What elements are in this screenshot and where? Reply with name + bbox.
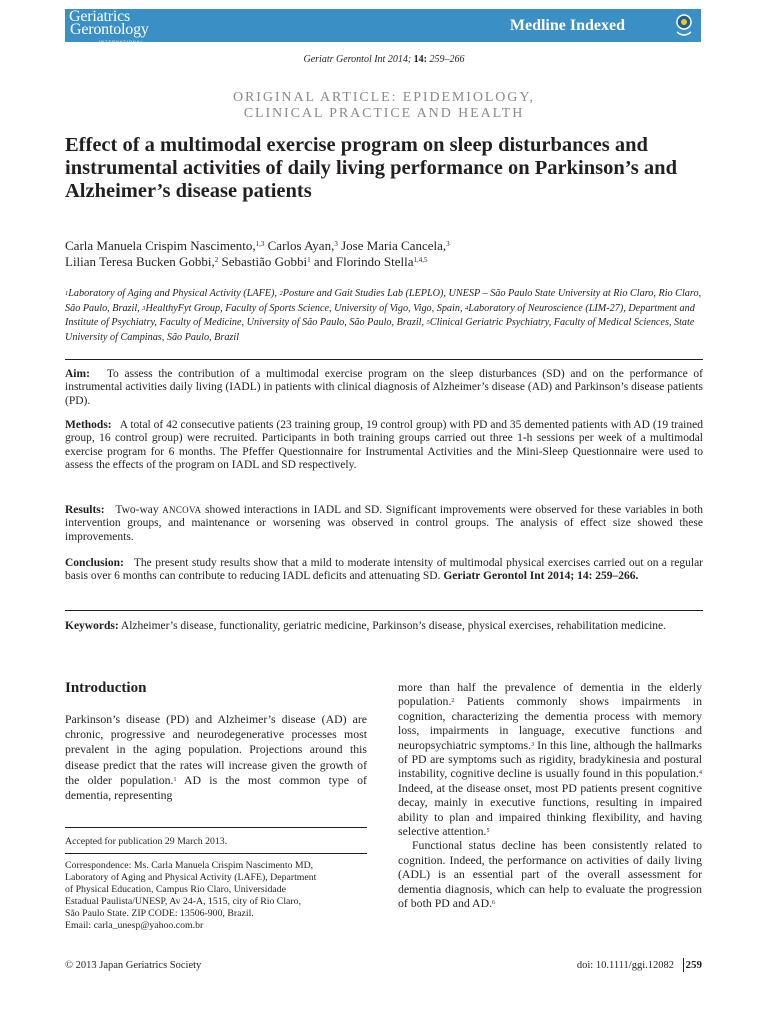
section-label-line1: ORIGINAL ARTICLE: EPIDEMIOLOGY, [233,90,535,105]
journal-logo [69,8,189,44]
author: Sebastião Gobbi [218,254,308,269]
reference-marker: 6 [492,900,496,907]
reference-marker: 5 [486,828,490,835]
author-affiliation-ref: 3 [446,240,450,248]
author: Lilian Teresa Bucken Gobbi, [65,254,215,269]
affiliations: $^1$Laboratory of Aging and Physical Activity (LAFE), $^2$Posture and Gait Studies Lab (LEPLO), UNESP – São Paulo State University at Rio Claro, Rio Claro, São Paulo, Brazil, $^3$HealthyFyt Group, Faculty of Sports Science, University of Vigo, Vigo, Spain, $^4$Laboratory of Neuroscience (LIM-27), Department and Institute of Psychiatry, Faculty of Medicine, University of São Paulo, São Paulo, Brazil, $^5$Clinical Geriatric Psychiatry, Faculty of Medical Sciences, State University of Campinas, São Paulo, Brazil [65,288,702,343]
abstract-aim: Aim: To assess the contribution of a multimodal exercise program on the sleep disturbances (SD) and on the performance of instrumental activities daily living (IADL) in patients with clinical diagnosis of Alzheimer’s disease (AD) and Parkinson’s disease patients (PD). [65,368,703,407]
author: Carla Manuela Crispim Nascimento, [65,238,256,253]
medline-logo-icon [673,12,695,38]
page-number: 259 [685,959,702,971]
reference-marker: 4 [699,770,702,777]
reference-marker: 2 [451,698,455,705]
abstract-methods: Methods: A total of 42 consecutive patients (23 training group, 19 control group) with PD and 35 demented patients with AD (19 trained group, 16 control group) were recruited. Participants in both training groups carried out three 1-h sessions per week of a multimodal exercise program for 6 months. The Pfeffer Questionnaire for Instrumental Activities and the Mini-Sleep Questionnaire were used to assess the effects of the program on IADL and SD respectively. [65,419,703,472]
doi[interactable]: doi: 10.1111/ggi.12082 [576,960,674,971]
footnote-rule-2 [65,853,367,854]
article-title: Effect of a multimodal exercise program on sleep disturbances and instrumental activities of daily living performance on Parkinson’s and Alzheimer’s disease patients [65,134,677,202]
affiliation: Posture and Gait Studies Lab (LEPLO), UNESP – São Paulo State University at Rio Claro, Rio Claro, São Paulo, Brazil, [65,288,702,314]
introduction-paragraph-1: Parkinson’s disease (PD) and Alzheimer’s disease (AD) are chronic, progressive and neurodegenerative processes most prevalent in the aging population. Projections around this disease predict that the rates will increase given the growth of the older population.$^1$ AD is the most common type of dementia, representing [65,712,367,803]
journal-name-line1: Geriatrics [69,8,131,25]
author-list [65,238,705,270]
introduction-heading: Introduction [65,680,147,696]
author-affiliation-ref: 1 [307,256,311,264]
correspondence: Correspondence: Ms. Carla Manuela Crispim Nascimento MD, Laboratory of Aging and Physical Activity (LAFE), Department of Physical Education, Campus Rio Claro, Universidade Estadual Paulista/UNESP, Av 24-A, 1515, city of Rio Claro, São Paulo State. ZIP CODE: 13506-900, Brazil. Email: carla_unesp@yahoo.com.br [65,860,367,933]
author-affiliation-ref: 1,3 [255,240,265,248]
journal-name-line2: Gerontology [70,21,149,38]
footnote-rule [65,827,367,828]
abstract-bottom-rule [65,610,703,611]
medline-indexed-label: Medline Indexed [509,17,625,34]
author: Jose Maria Cancela, [337,238,447,253]
journal-citation: Geriatr Gerontol Int 2014; 14: 259–266 [303,54,465,65]
reference-marker: 3 [531,741,535,748]
introduction-paragraph-2: Functional status decline has been consistently related to cognition. Indeed, the performance on activities of daily living (ADL) is an essential part of the overall assessment for dementia diagnosis, which can help to evaluate the progression of both PD and AD.$^6$ [398,838,702,911]
affiliation: Clinical Geriatric Psychiatry, Faculty of Medical Sciences, State University of Campinas, São Paulo, Brazil [65,317,695,343]
keywords: Keywords: Alzheimer’s disease, functionality, geriatric medicine, Parkinson’s disease, physical exercises, rehabilitation medicine. [65,620,667,632]
abstract-top-rule [65,359,703,360]
correspondence-email[interactable]: Email: carla_unesp@yahoo.com.br [65,920,204,932]
author: Carlos Ayan, [264,238,335,253]
reference-marker: 1 [173,776,177,783]
copyright: © 2013 Japan Geriatrics Society [65,960,202,971]
right-column [398,680,702,911]
accepted-date: Accepted for publication 29 March 2013. [65,836,228,847]
abstract-citation: Geriatr Gerontol Int 2014; 14: 259–266. [443,570,639,583]
footer-separator [683,958,684,972]
journal-banner [65,9,701,42]
section-label-line2: CLINICAL PRACTICE AND HEALTH [243,106,525,121]
author-affiliation-ref: 3 [334,240,338,248]
abstract-results: Results: Two-way ANCOVA showed interactions in IADL and SD. Significant improvements were observed for these variables in both intervention groups, and maintenance or worsening was observed in control groups. The analysis of effect size showed these improvements. [65,504,703,543]
affiliation: HealthyFyt Group, Faculty of Sports Science, University of Vigo, Vigo, Spain, [145,302,466,314]
affiliation: Laboratory of Neuroscience (LIM-27), Department and Institute of Psychiatry, Faculty of Medicine, University of São Paulo, São Paulo, Brazil, [65,302,695,328]
introduction-paragraph-1-continued: more than half the prevalence of dementia in the elderly population.$^2$ Patients commonly shows impairments in cognition, characterizing the dementia process with memory loss, impairments in language, executive functions and neuropsychiatric symptoms.$^3$ In this line, although the hallmarks of PD are symptoms such as rigidity, bradykinesia and postural instability, cognitive decline is usually found in this population.$^4$ Indeed, at the disease onset, most PD patients present cognitive decay, mainly in executive functions, resulting in impaired ability to plan and impaired thinking flexibility, and having selective attention.$^5$ [398,680,702,839]
abstract-conclusion: Conclusion: The present study results show that a mild to moderate intensity of multimodal physical exercises carried out on a regular basis over 6 months can contribute to reducing IADL deficits and attenuating SD. Geriatr Gerontol Int 2014; 14: 259–266. [65,557,704,583]
author-affiliation-ref: 1,4,5 [413,256,428,264]
affiliation: Laboratory of Aging and Physical Activity (LAFE), [68,288,280,299]
author: and Florindo Stella [310,254,414,269]
journal-name-line3: INTERNATIONAL [99,39,144,44]
author-affiliation-ref: 2 [214,256,219,264]
